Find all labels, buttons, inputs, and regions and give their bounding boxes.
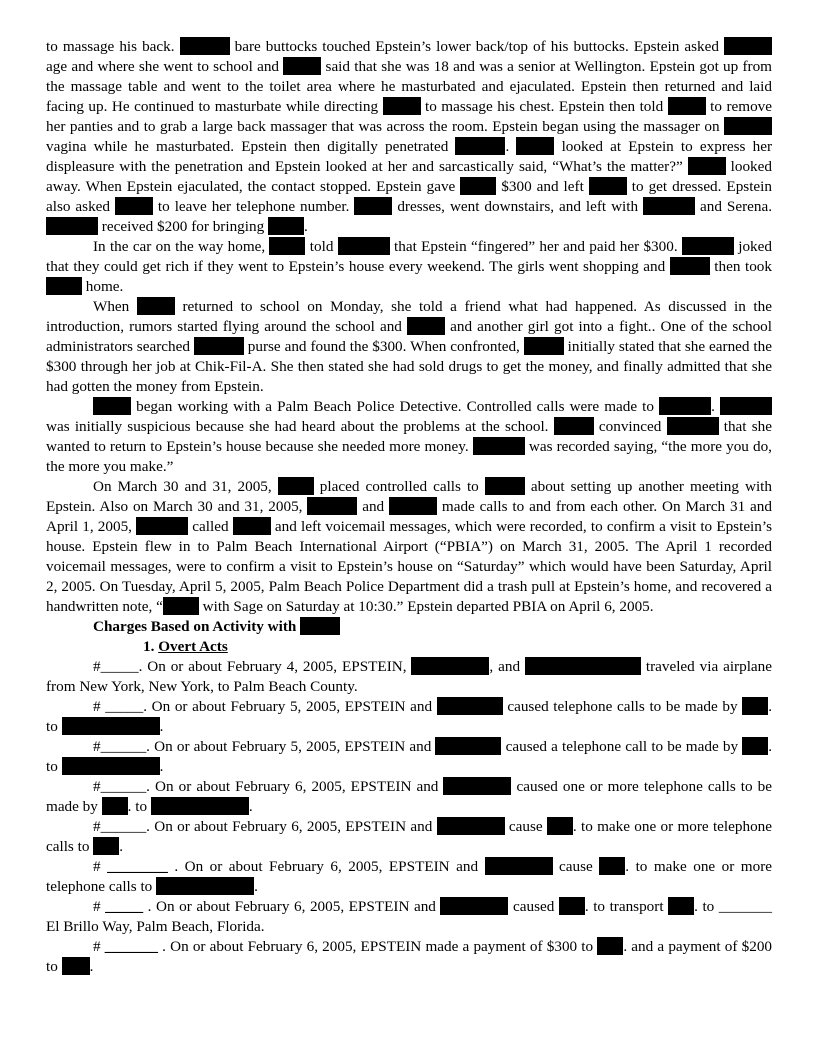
redaction	[485, 857, 553, 875]
redaction	[589, 177, 627, 195]
text: and Serena.	[695, 198, 772, 215]
text: to get dressed. Epstein also asked	[46, 178, 772, 215]
redaction	[435, 737, 501, 755]
text: . On or about February 5, 2005, EPSTEIN and	[146, 738, 436, 755]
redaction	[278, 477, 314, 495]
text: .	[505, 138, 517, 155]
text: . On or about February 6, 2005, EPSTEIN and	[146, 778, 444, 795]
redaction	[724, 37, 772, 55]
redaction	[667, 417, 719, 435]
redaction	[137, 297, 175, 315]
redaction	[437, 697, 503, 715]
redaction	[115, 197, 153, 215]
text: with Sage on Saturday at 10:30.” Epstein departed PBIA on April 6, 2005.	[198, 598, 654, 615]
paragraph-car-ride	[46, 237, 772, 297]
blank: _______	[718, 898, 772, 915]
text: joked that they could get rich if they went to Epstein’s house every weekend. The girls went shopping and	[46, 238, 772, 275]
redaction	[407, 317, 445, 335]
redaction	[455, 137, 505, 155]
text: . to transport	[584, 898, 669, 915]
redaction	[102, 797, 128, 815]
redaction	[516, 137, 554, 155]
text: returned to school on Monday, she told a friend what had happened. As discussed in the introduction, rumors started flying around the school and	[46, 298, 772, 335]
text: .	[159, 718, 164, 735]
text: received $200 for bringing	[98, 218, 268, 235]
text: $300 and left	[496, 178, 589, 195]
text: purse and found the $300. When confronted,	[243, 338, 524, 355]
text: to remove her panties and to grab a large back massager that was across the room. Epstein began using the massager on	[46, 98, 772, 135]
redaction	[742, 737, 768, 755]
text: told	[305, 238, 338, 255]
text: caused one or more telephone calls to be made by	[46, 778, 772, 815]
redaction	[554, 417, 594, 435]
text: was recorded saying, “the more you do, the more you make.”	[46, 438, 772, 475]
paragraph-massage	[46, 37, 772, 237]
redaction	[688, 157, 726, 175]
redaction	[163, 597, 199, 615]
redaction	[180, 37, 230, 55]
redaction	[383, 97, 421, 115]
overt-act-6	[46, 857, 772, 897]
text: initially stated that she earned the $300 through her job at Chik-Fil-A. She then stated she had sold drugs to get the money, and finally admitted that she had gotten the money from Epstein.	[46, 338, 772, 395]
paragraph-detective	[46, 397, 772, 477]
section-heading-charges	[46, 617, 772, 637]
text: . to	[127, 798, 151, 815]
text: . On or about February 6, 2005, EPSTEIN and	[167, 858, 485, 875]
redaction	[156, 877, 254, 895]
redaction	[643, 197, 695, 215]
text: called	[188, 518, 233, 535]
text: said that she was 18 and was a senior at Wellington. Epstein got up from the massage table and went to the toilet area where he masturbated and ejaculated. Epstein then returned and laid facing up. He continued to masturbate while directing	[46, 58, 772, 115]
text: .	[159, 758, 164, 775]
blank: _______	[104, 938, 158, 955]
text: to massage his chest. Epstein then told	[420, 98, 668, 115]
blank: #_____	[93, 658, 139, 675]
text: #	[93, 858, 108, 875]
redaction	[724, 117, 772, 135]
paragraph-school	[46, 297, 772, 397]
text: home.	[82, 278, 124, 295]
text: . to make one or more telephone calls to	[46, 818, 772, 855]
text: #	[93, 898, 106, 915]
redaction	[485, 477, 525, 495]
overt-act-1	[46, 657, 772, 697]
overt-act-2	[46, 697, 772, 737]
redaction	[269, 237, 305, 255]
text: to massage his back.	[46, 38, 180, 55]
redaction	[440, 897, 508, 915]
redaction	[720, 397, 772, 415]
document-page	[46, 37, 772, 977]
text: caused a telephone call to be made by	[501, 738, 743, 755]
blank: #______	[93, 818, 147, 835]
redaction	[300, 617, 340, 635]
text: #	[93, 938, 105, 955]
redaction	[93, 837, 119, 855]
text: .	[254, 878, 258, 895]
text: and left voicemail messages, which were recorded, to confirm a visit to Epstein’s house. Epstein flew in to Palm Beach International Airport (“PBIA”) on March 31, 2005. The April 1 recorded voicemail messages, were to confirm a visit to Epstein’s house on “Saturday” which would have been Saturday, April 2, 2005. On Tuesday, April 5, 2005, Palm Beach Police Department did a trash pull at Epstein’s home, and recovered a handwritten note, “	[46, 518, 772, 615]
heading-number: 1.	[143, 638, 159, 655]
redaction	[437, 817, 505, 835]
text: age and where she went to school and	[46, 58, 284, 75]
redaction	[268, 217, 304, 235]
text: .	[248, 798, 253, 815]
text: that Epstein “fingered” her and paid her $300.	[389, 238, 682, 255]
redaction	[46, 217, 98, 235]
text: . and a payment of $200 to	[46, 938, 773, 975]
redaction	[338, 237, 390, 255]
redaction	[742, 697, 768, 715]
blank: _____	[105, 898, 144, 915]
redaction	[668, 97, 706, 115]
text: . to	[694, 898, 719, 915]
blank: #______	[93, 778, 147, 795]
redaction	[559, 897, 585, 915]
text: . On or about February 4, 2005, EPSTEIN,	[138, 658, 412, 675]
redaction	[597, 937, 623, 955]
redaction	[682, 237, 734, 255]
paragraph-controlled-calls	[46, 477, 772, 617]
text: , and	[489, 658, 525, 675]
text: was initially suspicious because she had heard about the problems at the school.	[46, 418, 554, 435]
redaction	[307, 497, 357, 515]
redaction	[547, 817, 573, 835]
redaction	[599, 857, 625, 875]
text: looked away. When Epstein ejaculated, the contact stopped. Epstein gave	[46, 158, 772, 195]
redaction	[46, 277, 82, 295]
redaction	[524, 337, 564, 355]
text: vagina while he masturbated. Epstein then digitally penetrated	[46, 138, 456, 155]
redaction	[136, 517, 188, 535]
text: caused	[508, 898, 559, 915]
redaction	[389, 497, 437, 515]
text: about setting up another meeting with Epstein. Also on March 30 and 31, 2005,	[46, 478, 772, 515]
text: convinced	[593, 418, 667, 435]
text: bare buttocks touched Epstein’s lower back/top of his buttocks. Epstein asked	[229, 38, 724, 55]
text: and another girl got into a fight.. One of the school administrators searched	[46, 318, 772, 355]
blank: ________	[107, 858, 168, 875]
text: .	[303, 218, 308, 235]
text: placed controlled calls to	[313, 478, 485, 495]
redaction	[151, 797, 249, 815]
text: cause	[504, 818, 547, 835]
text: .	[89, 958, 94, 975]
text: began working with a Palm Beach Police Detective. Controlled calls were made to	[131, 398, 660, 415]
redaction	[354, 197, 392, 215]
text: .	[711, 398, 720, 415]
text: dresses, went downstairs, and left with	[392, 198, 644, 215]
redaction	[668, 897, 694, 915]
text: . to	[46, 698, 772, 735]
text: . to	[46, 738, 772, 775]
text: caused telephone calls to be made by	[502, 698, 743, 715]
heading-text: Overt Acts	[158, 638, 228, 655]
redaction	[62, 717, 160, 735]
overt-act-8	[46, 937, 772, 977]
redaction	[62, 757, 160, 775]
redaction	[659, 397, 711, 415]
overt-act-4	[46, 777, 772, 817]
text: .	[119, 838, 124, 855]
text: cause	[552, 858, 600, 875]
overt-act-5	[46, 817, 772, 857]
text: to leave her telephone number.	[152, 198, 355, 215]
text: . On or about February 5, 2005, EPSTEIN and	[143, 698, 437, 715]
redaction	[93, 397, 131, 415]
redaction	[443, 777, 511, 795]
text: When	[93, 298, 137, 315]
text: made calls to and from each other. On March 31 and April 1, 2005,	[46, 498, 772, 535]
text: traveled via airplane from New York, New York, to Palm Beach County.	[46, 658, 773, 695]
redaction	[411, 657, 489, 675]
text: El Brillo Way, Palm Beach, Florida.	[46, 918, 265, 935]
text: and	[357, 498, 390, 515]
overt-act-3	[46, 737, 772, 777]
redaction	[460, 177, 496, 195]
text: . to make one or more telephone calls to	[46, 858, 773, 895]
text: . On or about February 6, 2005, EPSTEIN and	[146, 818, 437, 835]
text: that she wanted to return to Epstein’s house because she needed more money.	[46, 418, 772, 455]
redaction	[194, 337, 244, 355]
redaction	[62, 957, 90, 975]
text: On March 30 and 31, 2005,	[93, 478, 278, 495]
redaction	[233, 517, 271, 535]
heading-text: Charges Based on Activity with	[93, 618, 301, 635]
text: In the car on the way home,	[93, 238, 270, 255]
text: . On or about February 6, 2005, EPSTEIN made a payment of $300 to	[157, 938, 598, 955]
blank: #______	[93, 738, 147, 755]
blank: # _____	[93, 698, 144, 715]
overt-act-7	[46, 897, 772, 937]
redaction	[473, 437, 525, 455]
redaction	[283, 57, 321, 75]
text: looked at Epstein to express her displeasure with the penetration and Epstein looked at her and sarcastically said, “What’s the matter?”	[46, 138, 773, 175]
text: then took	[709, 258, 772, 275]
redaction	[525, 657, 641, 675]
text: . On or about February 6, 2005, EPSTEIN and	[143, 898, 441, 915]
subheading-overt-acts	[46, 637, 772, 657]
redaction	[670, 257, 710, 275]
